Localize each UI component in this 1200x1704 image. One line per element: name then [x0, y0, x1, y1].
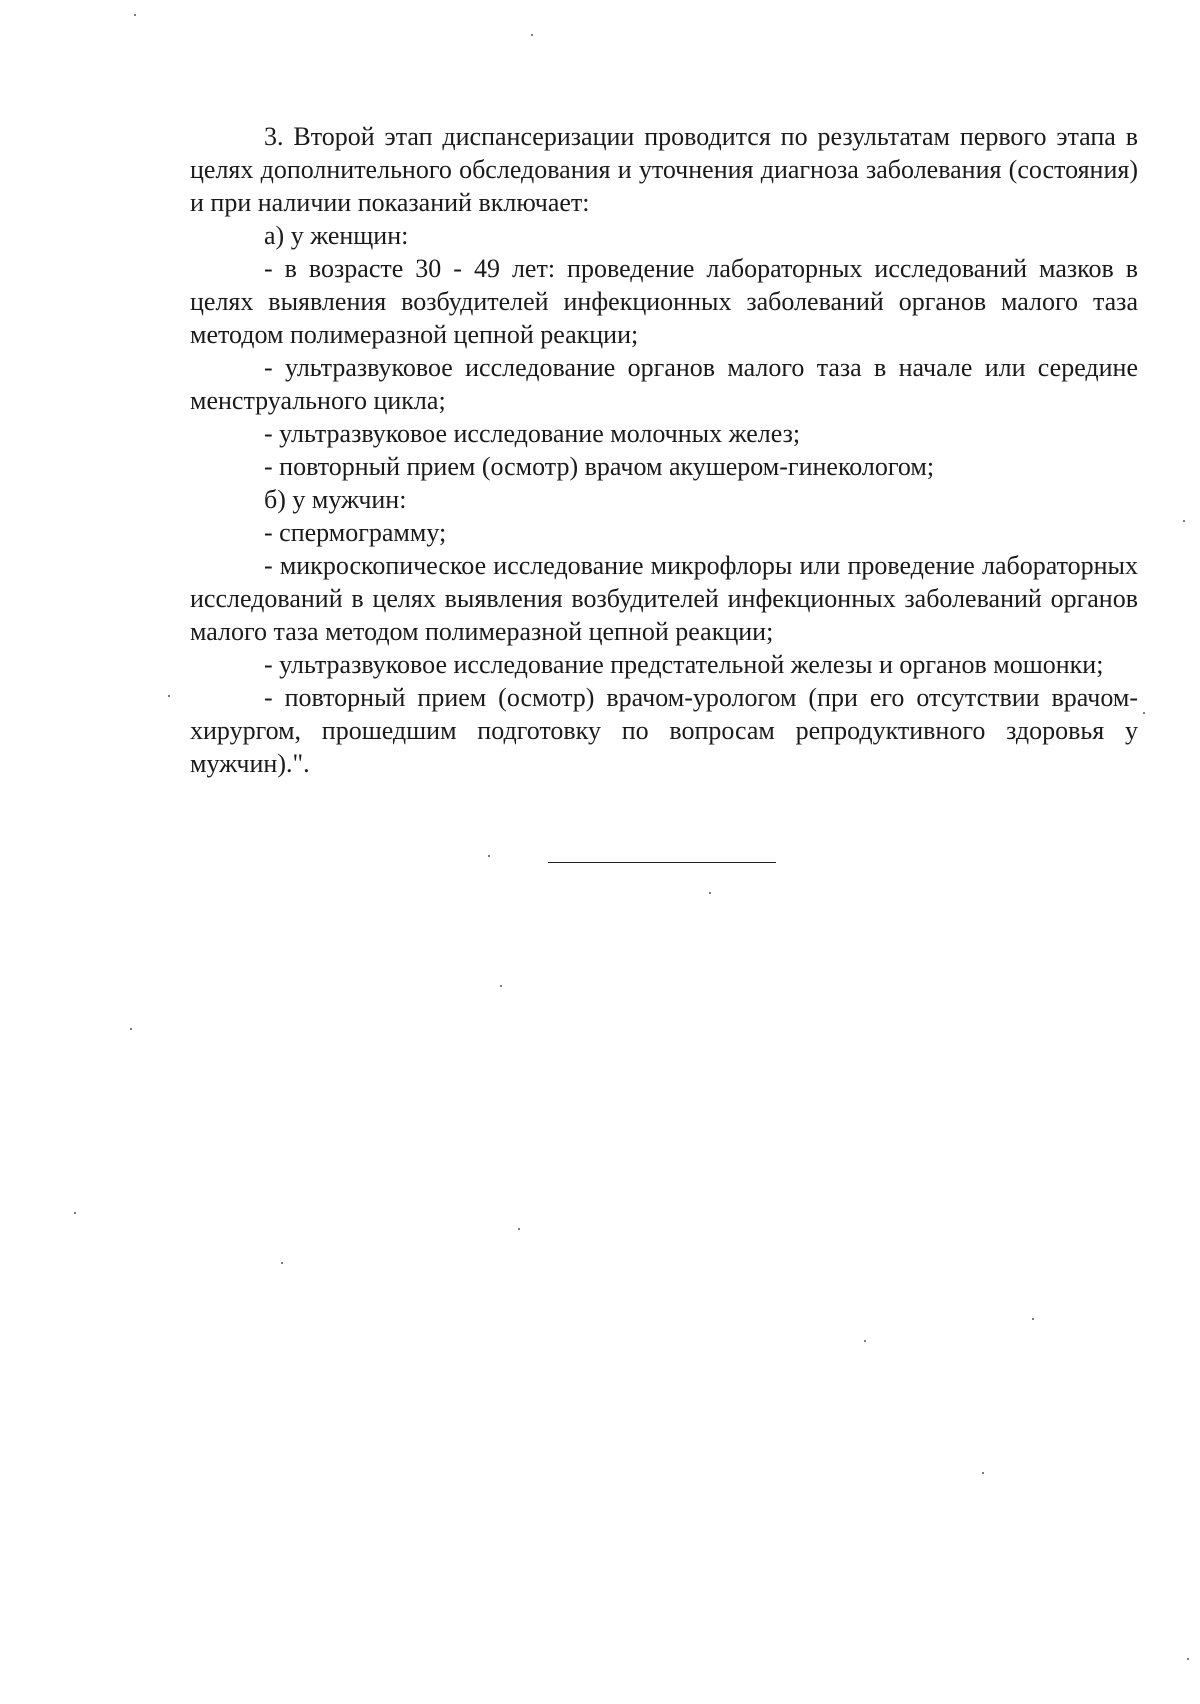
- scan-speck: [1183, 520, 1185, 522]
- closing-rule: [548, 862, 776, 863]
- paragraph-stage-two-intro: 3. Второй этап диспансеризации проводится по результатам первого этапа в целях дополнительного обследования и уточнения диагноза заболевания (состояния) и при наличии показаний включает:: [190, 122, 1138, 217]
- scan-speck: [709, 892, 711, 894]
- scan-speck: [1187, 1658, 1189, 1660]
- scan-speck: [134, 14, 136, 16]
- scan-speck: [488, 855, 490, 857]
- scan-speck: [531, 34, 533, 36]
- paragraph-men-microscopy: - микроскопическое исследование микрофлоры или проведение лабораторных исследований в целях выявления возбудителей инфекционных заболеваний органов малого таза методом полимеразной цепной реакции;: [190, 551, 1138, 646]
- paragraph-men-prostate-ultrasound: - ультразвуковое исследование предстательной железы и органов мошонки;: [264, 650, 1104, 679]
- scan-speck: [500, 985, 502, 987]
- paragraph-men-urologist: - повторный прием (осмотр) врачом-урологом (при его отсутствии врачом-хирургом, прошедшим подготовку по вопросам репродуктивного здоровья у мужчин).".: [190, 683, 1138, 778]
- scan-speck: [1143, 712, 1145, 714]
- paragraph-women-breast-ultrasound: - ультразвуковое исследование молочных желез;: [264, 419, 801, 448]
- scan-speck: [518, 1228, 520, 1230]
- scan-speck: [74, 1212, 76, 1214]
- scan-speck: [168, 695, 170, 697]
- paragraph-women-heading: а) у женщин:: [264, 221, 409, 250]
- paragraph-men-heading: б) у мужчин:: [264, 485, 407, 514]
- paragraph-women-pelvic-ultrasound: - ультразвуковое исследование органов малого таза в начале или середине менструального цикла;: [190, 353, 1138, 415]
- scan-speck: [1032, 1318, 1034, 1320]
- scan-speck: [864, 1340, 866, 1342]
- document-body: [190, 120, 1138, 780]
- paragraph-women-gynecologist: - повторный прием (осмотр) врачом акушером-гинекологом;: [264, 452, 935, 481]
- paragraph-women-pcr: - в возрасте 30 - 49 лет: проведение лабораторных исследований мазков в целях выявления возбудителей инфекционных заболеваний органов малого таза методом полимеразной цепной реакции;: [190, 254, 1138, 349]
- scan-speck: [130, 1028, 132, 1030]
- scan-speck: [281, 1262, 283, 1264]
- scan-speck: [982, 1472, 984, 1474]
- paragraph-men-spermogram: - спермограмму;: [264, 518, 447, 547]
